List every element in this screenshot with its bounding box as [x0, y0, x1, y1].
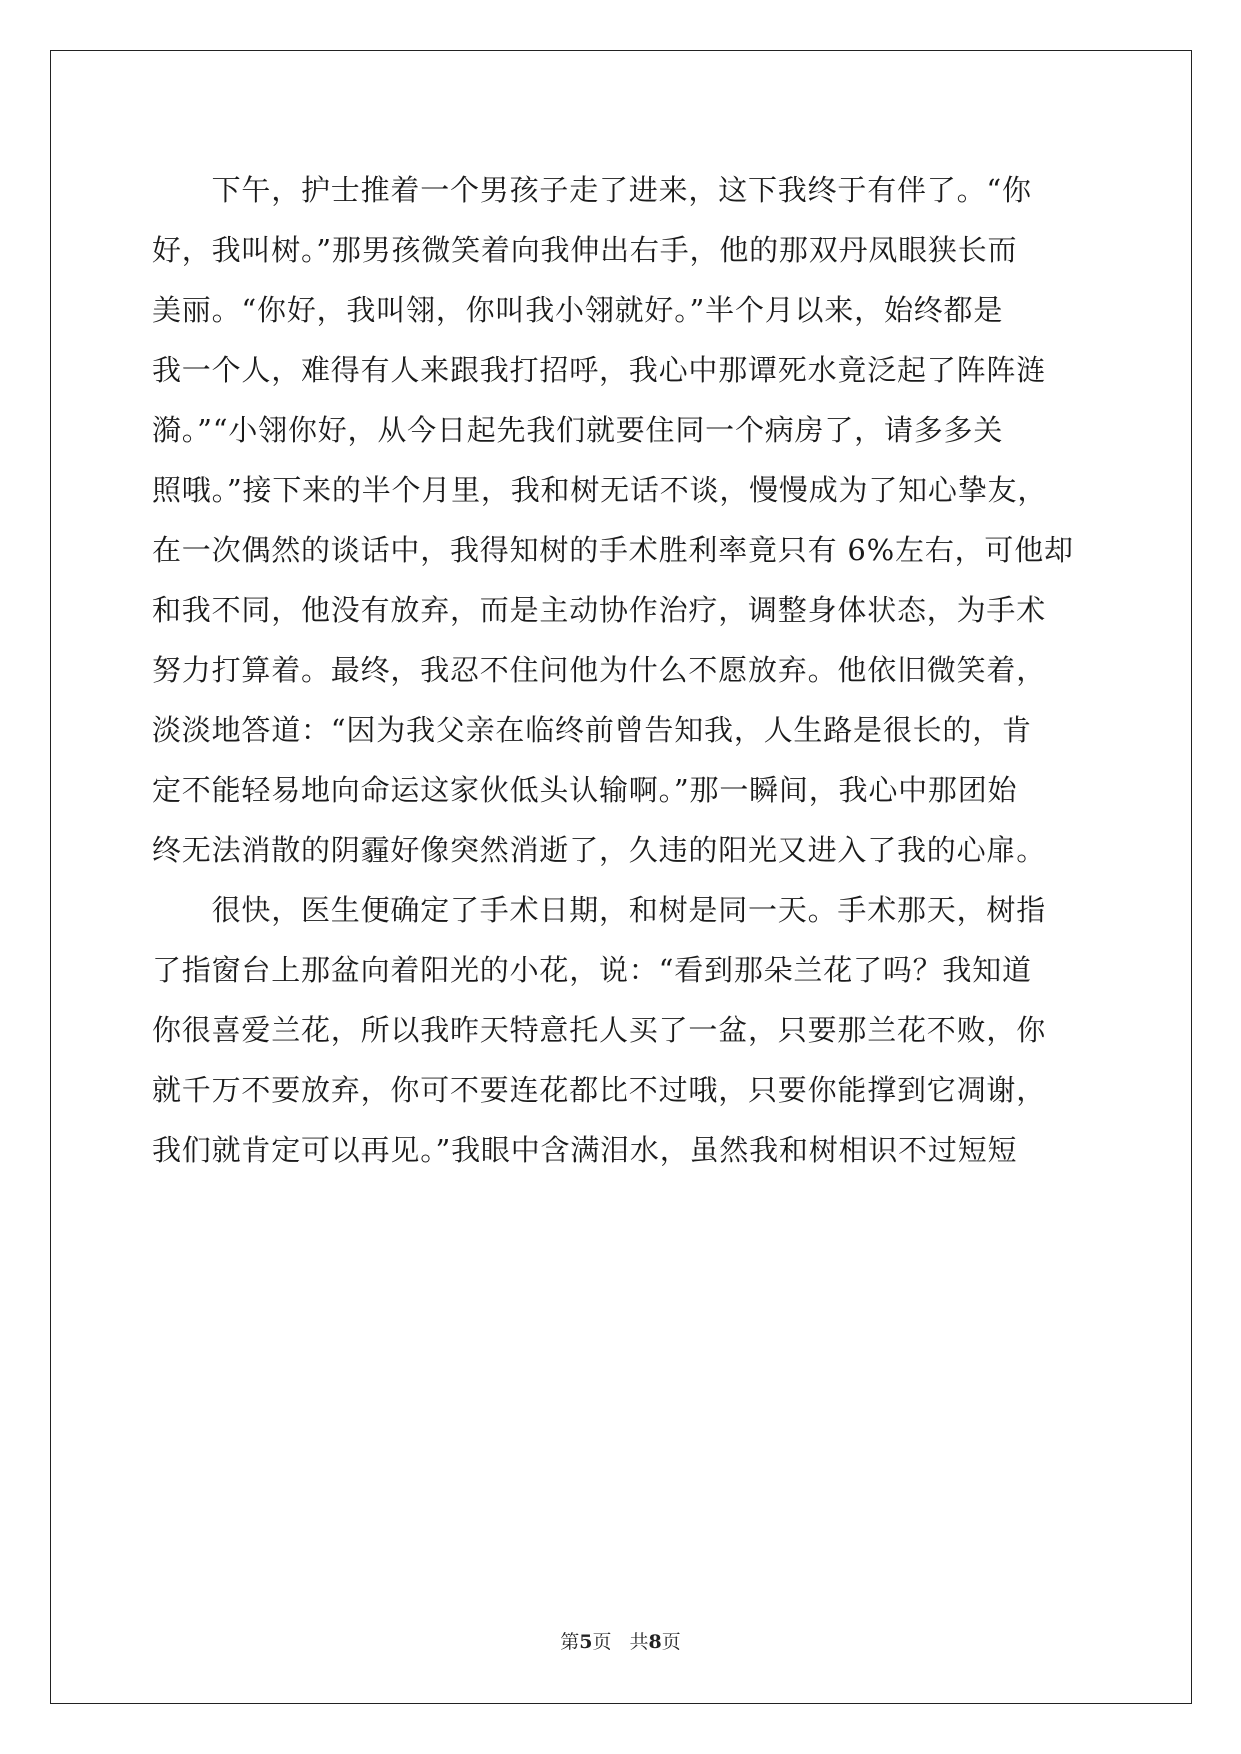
text-line: 就千万不要放弃，你可不要连花都比不过哦，只要你能撑到它凋谢，	[152, 1073, 1047, 1107]
page-suffix: 页	[592, 1631, 612, 1653]
text-line: 淡淡地答道：“因为我父亲在临终前曾告知我，人生路是很长的，肯	[152, 713, 1032, 747]
total-prefix: 共	[629, 1631, 649, 1653]
text-line: 我一个人，难得有人来跟我打招呼，我心中那谭死水竟泛起了阵阵涟	[152, 353, 1047, 387]
total-pages: 8	[648, 1631, 662, 1653]
text-line: 照哦。”接下来的半个月里，我和树无话不谈，慢慢成为了知心挚友，	[152, 473, 1048, 507]
total-suffix: 页	[661, 1631, 681, 1653]
text-line: 下午，护士推着一个男孩子走了进来，这下我终于有伴了。“你	[152, 173, 1032, 207]
text-line: 你很喜爱兰花，所以我昨天特意托人买了一盆，只要那兰花不败，你	[152, 1013, 1047, 1047]
page-footer	[0, 1630, 1241, 1654]
text-line: 我们就肯定可以再见。”我眼中含满泪水，虽然我和树相识不过短短	[152, 1133, 1018, 1167]
text-line: 在一次偶然的谈话中，我得知树的手术胜利率竟只有 6%左右，可他却	[152, 533, 1074, 567]
text-line: 好，我叫树。”那男孩微笑着向我伸出右手，他的那双丹凤眼狭长而	[152, 233, 1018, 267]
text-line: 和我不同，他没有放弃，而是主动协作治疗，调整身体状态，为手术	[152, 593, 1047, 627]
page-number	[560, 1631, 611, 1653]
text-line: 定不能轻易地向命运这家伙低头认输啊。”那一瞬间，我心中那团始	[152, 773, 1018, 807]
current-page: 5	[579, 1631, 593, 1653]
text-line: 漪。”“小翎你好，从今日起先我们就要住同一个病房了，请多多关	[152, 413, 1004, 447]
page-prefix: 第	[560, 1631, 580, 1653]
text-line: 努力打算着。最终，我忍不住问他为什么不愿放弃。他依旧微笑着，	[152, 653, 1047, 687]
text-line: 美丽。“你好，我叫翎，你叫我小翎就好。”半个月以来，始终都是	[152, 293, 1004, 327]
text-line: 了指窗台上那盆向着阳光的小花，说：“看到那朵兰花了吗？我知道	[152, 953, 1032, 987]
page-total	[630, 1631, 681, 1653]
text-line: 终无法消散的阴霾好像突然消逝了，久违的阳光又进入了我的心扉。	[152, 833, 1047, 867]
text-line: 很快，医生便确定了手术日期，和树是同一天。手术那天，树指	[152, 893, 1047, 927]
